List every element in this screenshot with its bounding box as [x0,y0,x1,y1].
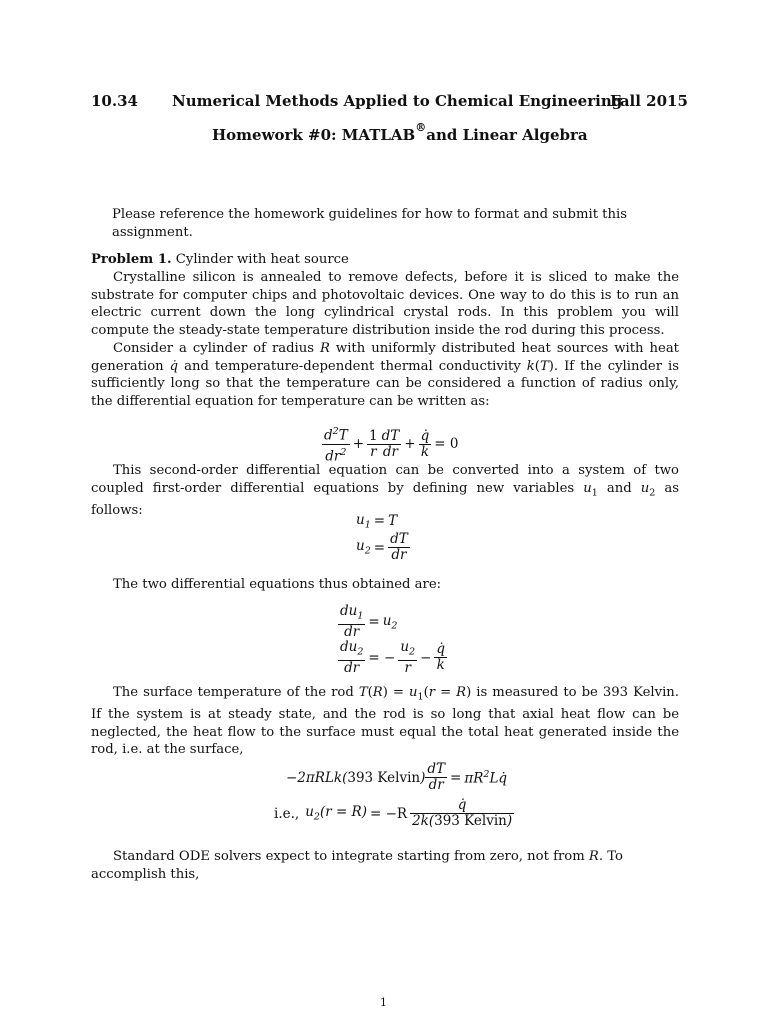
equation-du2: $\frac{du_2}{dr}$ = − $\frac{u_2}{r}$ − $\frac{q̇}{k}$ [340,639,446,676]
registered-mark: ® [415,121,427,134]
paragraph-2-part-d: . If the cylinder is sufficiently long so that the temperature can be considered a function of radius only, the differential equation for temperature can be written as: [91,358,679,409]
symbol-qdot: q̇ [169,358,179,374]
paragraph-5: The surface temperature of the rod $T(R) = u_1(r = R)$ is measured to be 393 Kelvin. If the system is at steady state, and the rod is so long that axial heat flow can be neglected, the heat flow to the surface must equal the total heat generated inside the rod, i.e. at the surface, [91,685,679,758]
homework-title-prefix: Homework #0: MATLAB [212,126,416,144]
problem-heading [91,251,681,269]
paragraph-3: This second-order differential equation can be converted into a system of two coupled first-order differential equations by defining new variables $u_1$ and $u_2$ as follows: [91,463,680,518]
kelvin-label-2: 393 Kelvin [434,813,507,829]
homework-title-suffix: and Linear Algebra [426,126,588,144]
symbol-R: R [320,341,330,356]
symbol-kT: k [526,358,535,374]
paragraph-1: Crystalline silicon is annealed to remove defects, before it is sliced to make the substrate for computer chips and photovoltaic devices. One way to do this is to run an electric current down the long cylindrical crystal rods. In this problem you will compute the steady-state temperature distribution inside the rod during this process. [91,270,679,338]
paragraph-2-part-a: Consider a cylinder of radius [113,341,321,356]
ie-label: i.e., [274,805,300,822]
equation-u2: $u_2$ = $\frac{dT}{dr}$ [356,531,408,563]
homework-title [212,121,588,144]
course-number: 10.34 [91,92,138,110]
equation-heat: $\frac{d^2T}{dr^2}$ + $\frac{1}{r}$ $\frac{dT}{dr}$ + $\frac{q̇}{k}$ = 0 [324,426,459,464]
problem-label: Problem 1. [91,252,172,267]
paragraph-6-part-b: . To accomplish this, [91,849,623,882]
page-number: 1 [380,996,387,1009]
kelvin-label-1: 393 Kelvin [347,769,421,786]
paragraph-5-part-a: The surface temperature of the rod [113,685,359,700]
paragraph-6: Standard ODE solvers expect to integrate starting from zero, not from R. To accomplish this, [91,849,623,882]
paragraph-2-part-b: with uniformly distributed heat sources with heat generation [91,341,679,374]
equation-du1: $\frac{du_1}{dr}$ = $u_2$ [340,603,398,640]
paragraph-3-part-a: This second-order differential equation can be converted into a system of two coupled first-order differential equations by defining new variables [91,463,679,496]
equation-surface-flux: −2πRLk(393 Kelvin) $\frac{dT}{dr}$ = $\pi R^2Lq̇$ [286,761,508,793]
paragraph-3-part-c: as follows: [91,480,680,518]
paragraph-5-part-b: is measured to be 393 Kelvin. If the system is at steady state, and the rod is so long that axial heat flow can be neglected, the heat flow to the surface must equal the total heat generated inside the rod, i.e. at the surface, [91,685,679,758]
paragraph-6-part-a: Standard ODE solvers expect to integrate starting from zero, not from [113,849,589,864]
equation-u2-boundary: i.e., $u_2(r = R)$ = −R $\frac{q̇}{\text{2k(393 Kelvin)}}$ [274,797,513,829]
paragraph-4: The two differential equations thus obtained are: [113,577,442,592]
equation-u1: $u_1$ = T [356,512,398,531]
paragraph-2-part-c: and temperature-dependent thermal conductivity [178,358,527,374]
paragraph-3-part-b: and [597,480,641,496]
term: Fall 2015 [610,92,688,110]
intro-text: Please reference the homework guidelines for how to format and submit this assignment. [112,207,627,240]
problem-title: Cylinder with heat source [175,252,349,267]
paragraph-2: Consider a cylinder of radius R with uniformly distributed heat sources with heat generation q̇ and temperature-dependent thermal conductivity k(T). If the cylinder is sufficiently long so that the temperature can be considered a function of radius only, the differential equation for temperature can be written as: [91,341,679,409]
course-title: Numerical Methods Applied to Chemical Engineering [172,92,623,110]
